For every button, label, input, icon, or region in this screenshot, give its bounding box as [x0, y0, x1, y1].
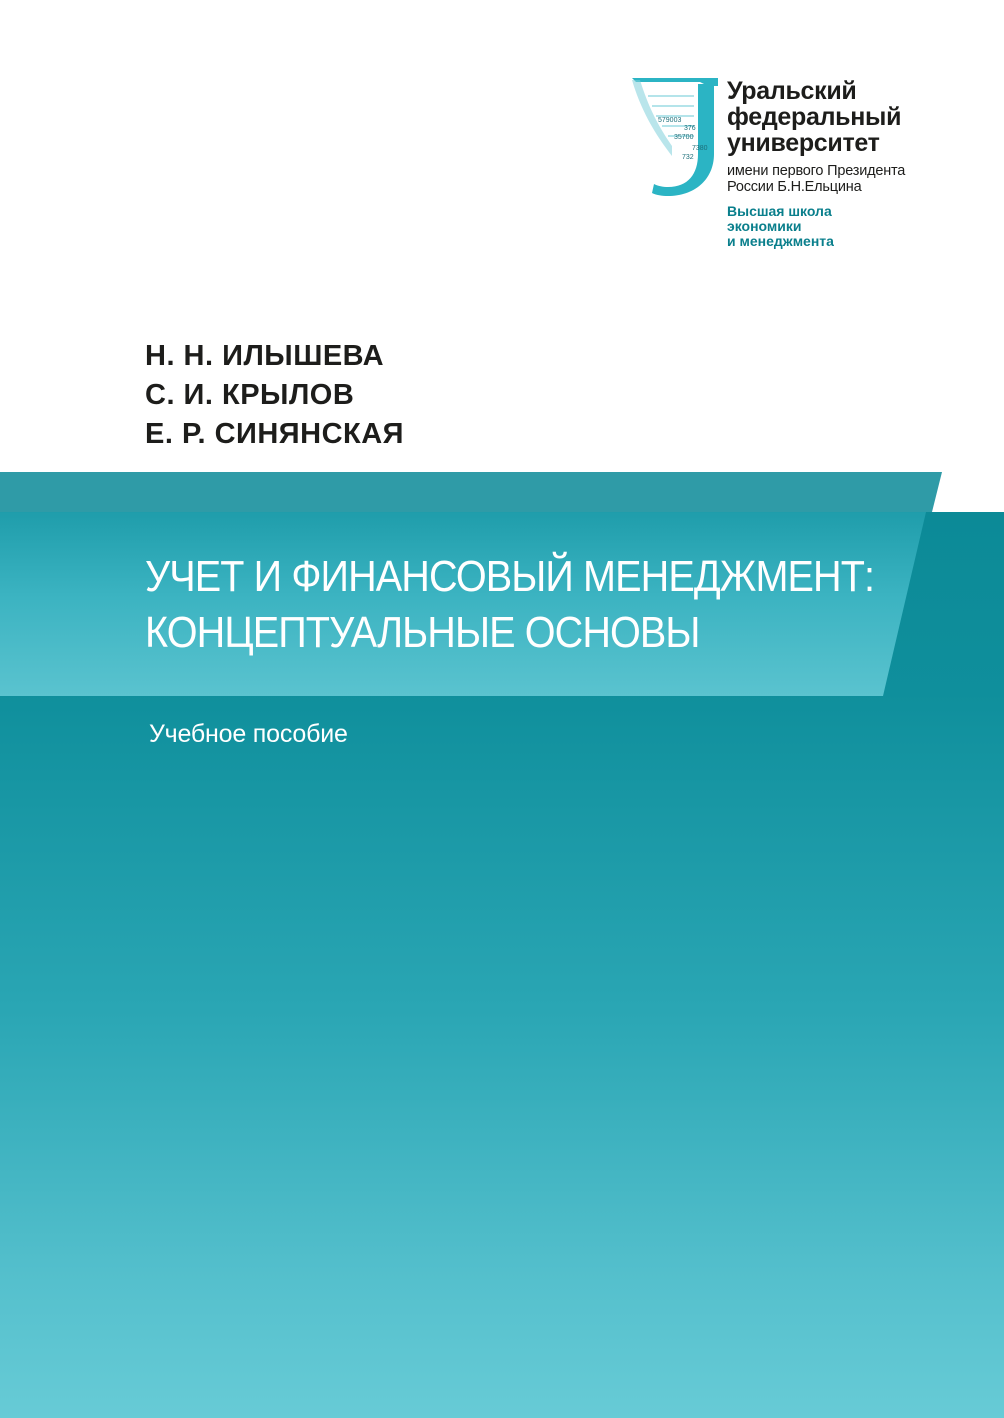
logo-mark-number: 376 — [684, 125, 696, 132]
author-name: Н. Н. ИЛЫШЕВА — [145, 340, 385, 372]
university-logo-text — [727, 78, 987, 249]
book-title-line: КОНЦЕПТУАЛЬНЫЕ ОСНОВЫ — [145, 608, 700, 657]
school-name-line: и менеджмента — [727, 233, 834, 249]
authors-list — [145, 337, 404, 454]
logo-mark-number: 35700 — [674, 134, 694, 141]
logo-mark-number: 7380 — [692, 145, 708, 152]
author-name: С. И. КРЫЛОВ — [145, 379, 355, 411]
university-subtitle-line: России Б.Н.Ельцина — [727, 179, 862, 195]
book-title — [145, 549, 945, 661]
school-name-line: экономики — [727, 218, 802, 234]
book-type: Учебное пособие — [149, 720, 348, 748]
author-name: Е. Р. СИНЯНСКАЯ — [145, 418, 405, 450]
ural-federal-university-u-mark-icon — [628, 76, 720, 200]
university-subtitle-line: имени первого Президента — [727, 163, 906, 179]
university-name-line: федеральный — [727, 103, 902, 131]
logo-mark-number: 732 — [682, 154, 694, 161]
school-name-line: Высшая школа — [727, 203, 832, 219]
university-name-line: Уральский — [727, 77, 857, 105]
university-name-line: университет — [727, 129, 880, 157]
book-title-line: УЧЕТ И ФИНАНСОВЫЙ МЕНЕДЖМЕНТ: — [145, 552, 875, 601]
logo-mark-number: 579003 — [658, 117, 682, 124]
